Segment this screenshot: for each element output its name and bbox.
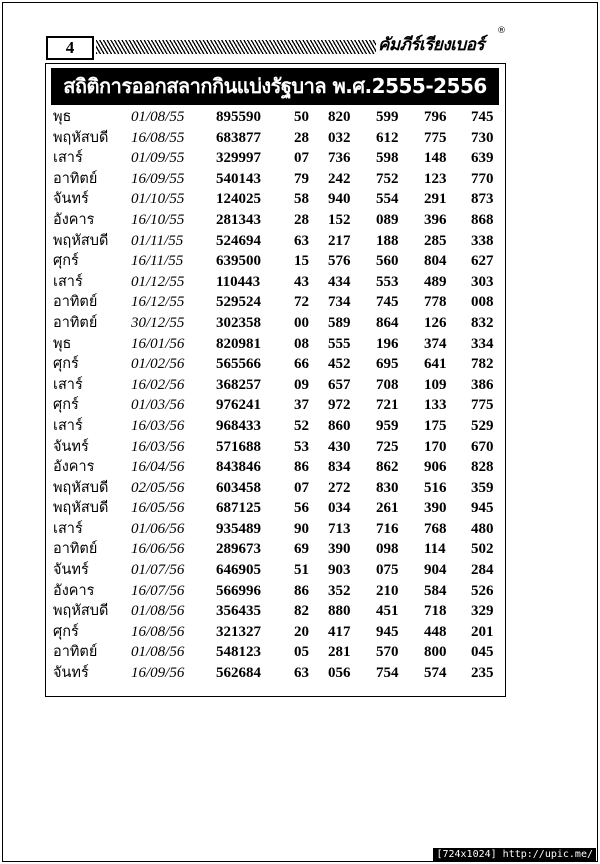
first-prize-cell: 110443 xyxy=(216,273,261,290)
day-cell: พฤหัสบดี xyxy=(53,232,109,249)
first-prize-cell: 329997 xyxy=(216,150,261,167)
three-digit-cell: 560 xyxy=(376,253,399,270)
two-digit-cell: 15 xyxy=(294,253,309,270)
three-digit-cell: 374 xyxy=(424,335,447,352)
three-digit-cell: 390 xyxy=(424,500,447,517)
three-digit-cell: 553 xyxy=(376,273,399,290)
three-digit-cell: 489 xyxy=(424,273,447,290)
three-digit-cell: 210 xyxy=(376,582,399,599)
day-cell: จันทร์ xyxy=(53,562,89,579)
three-digit-cell: 730 xyxy=(471,129,494,146)
two-digit-cell: 37 xyxy=(294,397,309,414)
two-digit-cell: 79 xyxy=(294,170,309,187)
three-digit-cell: 359 xyxy=(471,479,494,496)
date-cell: 30/12/55 xyxy=(131,314,185,331)
table-row xyxy=(50,498,500,519)
date-cell: 16/03/56 xyxy=(131,438,185,455)
first-prize-cell: 646905 xyxy=(216,562,261,579)
date-cell: 01/08/55 xyxy=(131,109,185,125)
date-cell: 16/04/56 xyxy=(131,459,185,476)
three-digit-cell: 708 xyxy=(376,376,399,393)
table-row xyxy=(50,128,500,149)
first-prize-cell: 820981 xyxy=(216,335,261,352)
three-digit-cell: 281 xyxy=(328,644,351,661)
image-watermark: [724x1024] http://upic.me/ xyxy=(433,848,596,861)
two-digit-cell: 07 xyxy=(294,150,309,167)
day-cell: พฤหัสบดี xyxy=(53,479,109,496)
three-digit-cell: 272 xyxy=(328,479,351,496)
day-cell: พฤหัสบดี xyxy=(53,500,109,517)
three-digit-cell: 904 xyxy=(424,562,447,579)
three-digit-cell: 775 xyxy=(424,129,447,146)
date-cell: 16/05/56 xyxy=(131,500,185,517)
table-row xyxy=(50,272,500,293)
date-cell: 01/06/56 xyxy=(131,520,185,537)
three-digit-cell: 860 xyxy=(328,417,351,434)
two-digit-cell: 09 xyxy=(294,376,309,393)
table-row xyxy=(50,354,500,375)
day-cell: พฤหัสบดี xyxy=(53,603,109,620)
date-cell: 16/08/56 xyxy=(131,623,185,640)
table-row xyxy=(50,107,500,128)
two-digit-cell: 05 xyxy=(294,644,309,661)
day-cell: อาทิตย์ xyxy=(53,170,98,187)
three-digit-cell: 008 xyxy=(471,294,494,311)
results-table xyxy=(50,107,500,684)
table-row xyxy=(50,189,500,210)
three-digit-cell: 123 xyxy=(424,170,447,187)
three-digit-cell: 820 xyxy=(328,109,351,125)
day-cell: ศุกร์ xyxy=(53,623,79,640)
table-row xyxy=(50,395,500,416)
three-digit-cell: 832 xyxy=(471,314,494,331)
three-digit-cell: 133 xyxy=(424,397,447,414)
day-cell: อาทิตย์ xyxy=(53,294,98,311)
three-digit-cell: 303 xyxy=(471,273,494,290)
three-digit-cell: 430 xyxy=(328,438,351,455)
two-digit-cell: 90 xyxy=(294,520,309,537)
table-row xyxy=(50,251,500,272)
first-prize-cell: 976241 xyxy=(216,397,261,414)
first-prize-cell: 562684 xyxy=(216,665,261,682)
table-row xyxy=(50,313,500,334)
two-digit-cell: 08 xyxy=(294,335,309,352)
three-digit-cell: 452 xyxy=(328,356,351,373)
three-digit-cell: 627 xyxy=(471,253,494,270)
two-digit-cell: 72 xyxy=(294,294,309,311)
day-cell: อาทิตย์ xyxy=(53,644,98,661)
day-cell: เสาร์ xyxy=(53,376,83,393)
date-cell: 01/07/56 xyxy=(131,562,185,579)
two-digit-cell: 07 xyxy=(294,479,309,496)
table-row xyxy=(50,560,500,581)
two-digit-cell: 82 xyxy=(294,603,309,620)
date-cell: 16/07/56 xyxy=(131,582,185,599)
two-digit-cell: 52 xyxy=(294,417,309,434)
day-cell: เสาร์ xyxy=(53,520,83,537)
three-digit-cell: 034 xyxy=(328,500,351,517)
three-digit-cell: 555 xyxy=(328,335,351,352)
three-digit-cell: 152 xyxy=(328,211,351,228)
table-row xyxy=(50,231,500,252)
date-cell: 16/12/55 xyxy=(131,294,185,311)
two-digit-cell: 86 xyxy=(294,582,309,599)
three-digit-cell: 448 xyxy=(424,623,447,640)
first-prize-cell: 895590 xyxy=(216,109,261,125)
three-digit-cell: 201 xyxy=(471,623,494,640)
three-digit-cell: 639 xyxy=(471,150,494,167)
day-cell: อังคาร xyxy=(53,211,95,228)
three-digit-cell: 599 xyxy=(376,109,399,125)
three-digit-cell: 880 xyxy=(328,603,351,620)
three-digit-cell: 417 xyxy=(328,623,351,640)
first-prize-cell: 529524 xyxy=(216,294,261,311)
three-digit-cell: 396 xyxy=(424,211,447,228)
three-digit-cell: 554 xyxy=(376,191,399,208)
date-cell: 01/09/55 xyxy=(131,150,185,167)
date-cell: 16/08/55 xyxy=(131,129,185,146)
three-digit-cell: 752 xyxy=(376,170,399,187)
first-prize-cell: 603458 xyxy=(216,479,261,496)
first-prize-cell: 968433 xyxy=(216,417,261,434)
three-digit-cell: 945 xyxy=(376,623,399,640)
three-digit-cell: 188 xyxy=(376,232,399,249)
date-cell: 01/10/55 xyxy=(131,191,185,208)
three-digit-cell: 903 xyxy=(328,562,351,579)
day-cell: จันทร์ xyxy=(53,191,89,208)
three-digit-cell: 736 xyxy=(328,150,351,167)
three-digit-cell: 734 xyxy=(328,294,351,311)
header-hatch-bar xyxy=(96,40,376,54)
brand-title: คัมภีร์เรียงเบอร์ xyxy=(378,35,485,55)
first-prize-cell: 935489 xyxy=(216,520,261,537)
registered-mark: ® xyxy=(497,26,506,36)
three-digit-cell: 745 xyxy=(376,294,399,311)
two-digit-cell: 28 xyxy=(294,129,309,146)
day-cell: อาทิตย์ xyxy=(53,314,98,331)
three-digit-cell: 972 xyxy=(328,397,351,414)
two-digit-cell: 56 xyxy=(294,500,309,517)
date-cell: 01/08/56 xyxy=(131,603,185,620)
three-digit-cell: 598 xyxy=(376,150,399,167)
day-cell: พุธ xyxy=(53,335,72,352)
three-digit-cell: 526 xyxy=(471,582,494,599)
three-digit-cell: 576 xyxy=(328,253,351,270)
three-digit-cell: 126 xyxy=(424,314,447,331)
three-digit-cell: 945 xyxy=(471,500,494,517)
three-digit-cell: 196 xyxy=(376,335,399,352)
three-digit-cell: 612 xyxy=(376,129,399,146)
three-digit-cell: 940 xyxy=(328,191,351,208)
three-digit-cell: 716 xyxy=(376,520,399,537)
two-digit-cell: 28 xyxy=(294,211,309,228)
table-row xyxy=(50,519,500,540)
three-digit-cell: 828 xyxy=(471,459,494,476)
three-digit-cell: 516 xyxy=(424,479,447,496)
date-cell: 01/12/55 xyxy=(131,273,185,290)
first-prize-cell: 566996 xyxy=(216,582,261,599)
three-digit-cell: 745 xyxy=(471,109,494,125)
three-digit-cell: 695 xyxy=(376,356,399,373)
day-cell: จันทร์ xyxy=(53,665,89,682)
first-prize-cell: 687125 xyxy=(216,500,261,517)
table-row xyxy=(50,539,500,560)
date-cell: 01/02/56 xyxy=(131,356,185,373)
three-digit-cell: 718 xyxy=(424,603,447,620)
date-cell: 02/05/56 xyxy=(131,479,185,496)
three-digit-cell: 502 xyxy=(471,541,494,558)
date-cell: 16/09/55 xyxy=(131,170,185,187)
table-row xyxy=(50,622,500,643)
first-prize-cell: 843846 xyxy=(216,459,261,476)
three-digit-cell: 390 xyxy=(328,541,351,558)
three-digit-cell: 721 xyxy=(376,397,399,414)
first-prize-cell: 524694 xyxy=(216,232,261,249)
table-row xyxy=(50,292,500,313)
three-digit-cell: 352 xyxy=(328,582,351,599)
first-prize-cell: 683877 xyxy=(216,129,261,146)
three-digit-cell: 713 xyxy=(328,520,351,537)
three-digit-cell: 768 xyxy=(424,520,447,537)
three-digit-cell: 386 xyxy=(471,376,494,393)
day-cell: จันทร์ xyxy=(53,438,89,455)
two-digit-cell: 53 xyxy=(294,438,309,455)
three-digit-cell: 334 xyxy=(471,335,494,352)
table-title-banner: สถิติการออกสลากกินแบ่งรัฐบาล พ.ศ.2555-2556 xyxy=(51,68,499,105)
date-cell: 01/11/55 xyxy=(131,232,184,249)
three-digit-cell: 175 xyxy=(424,417,447,434)
three-digit-cell: 170 xyxy=(424,438,447,455)
table-row xyxy=(50,148,500,169)
three-digit-cell: 906 xyxy=(424,459,447,476)
two-digit-cell: 51 xyxy=(294,562,309,579)
three-digit-cell: 725 xyxy=(376,438,399,455)
table-row xyxy=(50,210,500,231)
three-digit-cell: 451 xyxy=(376,603,399,620)
date-cell: 01/08/56 xyxy=(131,644,185,661)
three-digit-cell: 109 xyxy=(424,376,447,393)
first-prize-cell: 302358 xyxy=(216,314,261,331)
three-digit-cell: 657 xyxy=(328,376,351,393)
three-digit-cell: 032 xyxy=(328,129,351,146)
three-digit-cell: 589 xyxy=(328,314,351,331)
first-prize-cell: 565566 xyxy=(216,356,261,373)
date-cell: 01/03/56 xyxy=(131,397,185,414)
day-cell: เสาร์ xyxy=(53,417,83,434)
three-digit-cell: 529 xyxy=(471,417,494,434)
three-digit-cell: 045 xyxy=(471,644,494,661)
date-cell: 16/10/55 xyxy=(131,211,185,228)
day-cell: อังคาร xyxy=(53,582,95,599)
table-row xyxy=(50,663,500,684)
first-prize-cell: 548123 xyxy=(216,644,261,661)
two-digit-cell: 86 xyxy=(294,459,309,476)
two-digit-cell: 66 xyxy=(294,356,309,373)
three-digit-cell: 641 xyxy=(424,356,447,373)
three-digit-cell: 056 xyxy=(328,665,351,682)
day-cell: ศุกร์ xyxy=(53,356,79,373)
first-prize-cell: 289673 xyxy=(216,541,261,558)
three-digit-cell: 584 xyxy=(424,582,447,599)
date-cell: 16/06/56 xyxy=(131,541,185,558)
two-digit-cell: 20 xyxy=(294,623,309,640)
three-digit-cell: 959 xyxy=(376,417,399,434)
three-digit-cell: 574 xyxy=(424,665,447,682)
three-digit-cell: 873 xyxy=(471,191,494,208)
table-row xyxy=(50,169,500,190)
day-cell: พฤหัสบดี xyxy=(53,129,109,146)
first-prize-cell: 356435 xyxy=(216,603,261,620)
table-row xyxy=(50,437,500,458)
three-digit-cell: 075 xyxy=(376,562,399,579)
three-digit-cell: 338 xyxy=(471,232,494,249)
first-prize-cell: 124025 xyxy=(216,191,261,208)
three-digit-cell: 148 xyxy=(424,150,447,167)
table-row xyxy=(50,581,500,602)
three-digit-cell: 754 xyxy=(376,665,399,682)
three-digit-cell: 804 xyxy=(424,253,447,270)
table-row xyxy=(50,642,500,663)
two-digit-cell: 58 xyxy=(294,191,309,208)
page-number: 4 xyxy=(46,36,94,60)
three-digit-cell: 285 xyxy=(424,232,447,249)
two-digit-cell: 43 xyxy=(294,273,309,290)
table-row xyxy=(50,457,500,478)
three-digit-cell: 480 xyxy=(471,520,494,537)
three-digit-cell: 089 xyxy=(376,211,399,228)
three-digit-cell: 114 xyxy=(424,541,446,558)
first-prize-cell: 321327 xyxy=(216,623,261,640)
three-digit-cell: 242 xyxy=(328,170,351,187)
three-digit-cell: 830 xyxy=(376,479,399,496)
two-digit-cell: 50 xyxy=(294,109,309,125)
three-digit-cell: 434 xyxy=(328,273,351,290)
day-cell: พุธ xyxy=(53,109,72,125)
three-digit-cell: 291 xyxy=(424,191,447,208)
three-digit-cell: 864 xyxy=(376,314,399,331)
first-prize-cell: 540143 xyxy=(216,170,261,187)
first-prize-cell: 281343 xyxy=(216,211,261,228)
two-digit-cell: 69 xyxy=(294,541,309,558)
table-row xyxy=(50,601,500,622)
three-digit-cell: 770 xyxy=(471,170,494,187)
three-digit-cell: 778 xyxy=(424,294,447,311)
three-digit-cell: 796 xyxy=(424,109,447,125)
two-digit-cell: 00 xyxy=(294,314,309,331)
table-row xyxy=(50,478,500,499)
three-digit-cell: 284 xyxy=(471,562,494,579)
day-cell: เสาร์ xyxy=(53,273,83,290)
three-digit-cell: 800 xyxy=(424,644,447,661)
three-digit-cell: 235 xyxy=(471,665,494,682)
date-cell: 16/09/56 xyxy=(131,665,185,682)
three-digit-cell: 329 xyxy=(471,603,494,620)
first-prize-cell: 571688 xyxy=(216,438,261,455)
day-cell: ศุกร์ xyxy=(53,253,79,270)
table-row xyxy=(50,375,500,396)
first-prize-cell: 368257 xyxy=(216,376,261,393)
day-cell: อังคาร xyxy=(53,459,95,476)
date-cell: 16/02/56 xyxy=(131,376,185,393)
day-cell: ศุกร์ xyxy=(53,397,79,414)
first-prize-cell: 639500 xyxy=(216,253,261,270)
three-digit-cell: 834 xyxy=(328,459,351,476)
three-digit-cell: 868 xyxy=(471,211,494,228)
day-cell: อาทิตย์ xyxy=(53,541,98,558)
three-digit-cell: 862 xyxy=(376,459,399,476)
three-digit-cell: 782 xyxy=(471,356,494,373)
table-row xyxy=(50,416,500,437)
three-digit-cell: 570 xyxy=(376,644,399,661)
three-digit-cell: 775 xyxy=(471,397,494,414)
three-digit-cell: 217 xyxy=(328,232,351,249)
day-cell: เสาร์ xyxy=(53,150,83,167)
three-digit-cell: 670 xyxy=(471,438,494,455)
two-digit-cell: 63 xyxy=(294,232,309,249)
date-cell: 16/03/56 xyxy=(131,417,185,434)
table-row xyxy=(50,334,500,355)
date-cell: 16/11/55 xyxy=(131,253,184,270)
date-cell: 16/01/56 xyxy=(131,335,185,352)
three-digit-cell: 098 xyxy=(376,541,399,558)
three-digit-cell: 261 xyxy=(376,500,399,517)
two-digit-cell: 63 xyxy=(294,665,309,682)
